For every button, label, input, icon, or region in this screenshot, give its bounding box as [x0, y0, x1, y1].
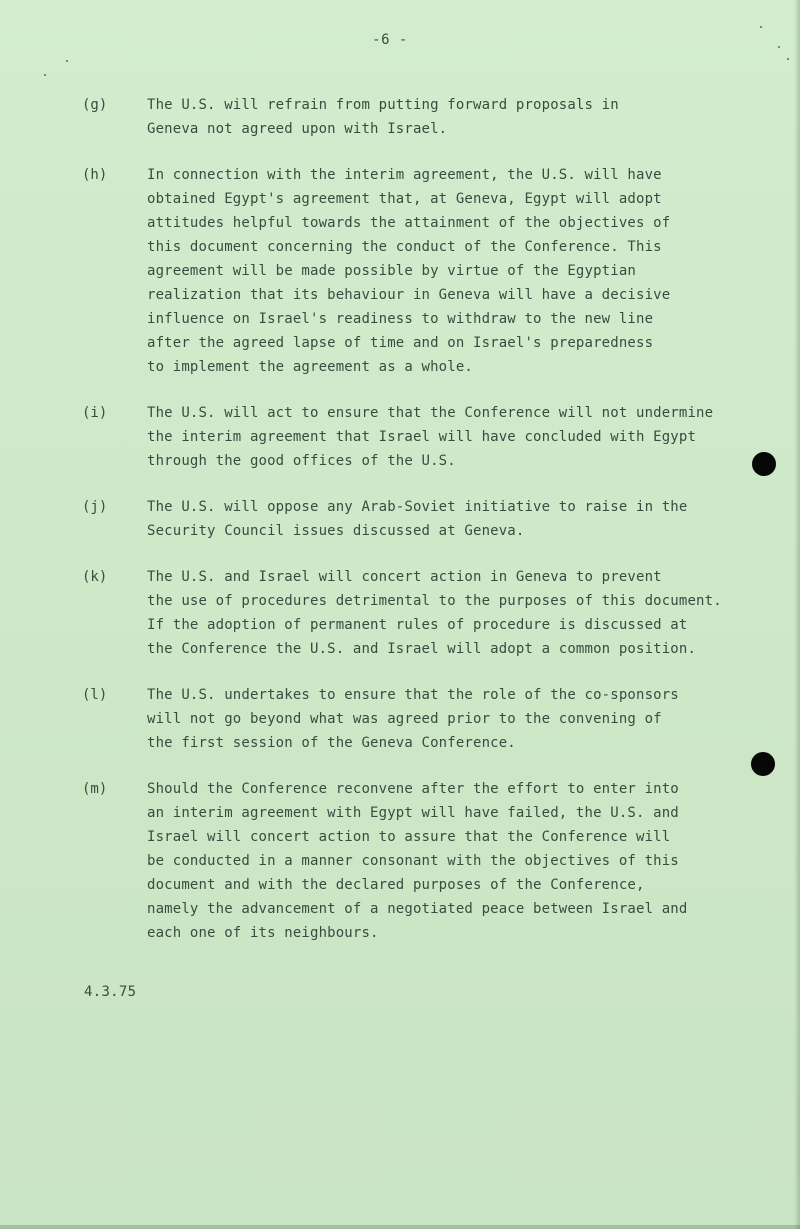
clause-item	[82, 565, 722, 661]
clause-line: The U.S. undertakes to ensure that the role of the co-sponsors	[147, 687, 679, 703]
clause-label: (i)	[82, 405, 108, 421]
clause-text	[147, 495, 722, 543]
clause-line: the use of procedures detrimental to the purposes of this document.	[147, 593, 722, 609]
clause-item	[82, 683, 722, 755]
clause-label: (j)	[82, 499, 108, 515]
paper-bottom-edge	[0, 1225, 800, 1229]
clause-line: Geneva not agreed upon with Israel.	[147, 121, 448, 137]
clause-item	[82, 777, 722, 945]
clause-label: (h)	[82, 167, 108, 183]
clause-item	[82, 93, 722, 141]
clause-line: each one of its neighbours.	[147, 925, 379, 941]
clause-line: The U.S. will act to ensure that the Conference will not undermine	[147, 405, 714, 421]
clause-text	[147, 163, 722, 379]
punch-hole	[751, 752, 775, 776]
clause-line: this document concerning the conduct of the Conference. This	[147, 239, 662, 255]
clause-line: The U.S. and Israel will concert action in Geneva to prevent	[147, 569, 662, 585]
clause-line: will not go beyond what was agreed prior to the convening of	[147, 711, 662, 727]
paper-edge-shadow	[794, 0, 800, 1229]
clause-line: obtained Egypt's agreement that, at Geneva, Egypt will adopt	[147, 191, 662, 207]
clause-line: Security Council issues discussed at Geneva.	[147, 523, 525, 539]
clause-line: Should the Conference reconvene after the effort to enter into	[147, 781, 679, 797]
clause-line: the first session of the Geneva Conference.	[147, 735, 516, 751]
clause-line: to implement the agreement as a whole.	[147, 359, 473, 375]
paper-speck	[44, 74, 46, 76]
clause-line: an interim agreement with Egypt will have failed, the U.S. and	[147, 805, 679, 821]
clause-line: If the adoption of permanent rules of procedure is discussed at	[147, 617, 688, 633]
clause-line: through the good offices of the U.S.	[147, 453, 456, 469]
clause-line: influence on Israel's readiness to withdraw to the new line	[147, 311, 654, 327]
clause-line: the interim agreement that Israel will have concluded with Egypt	[147, 429, 697, 445]
clause-line: realization that its behaviour in Geneva will have a decisive	[147, 287, 671, 303]
paper-speck	[787, 58, 789, 60]
clause-label: (g)	[82, 97, 108, 113]
paper-speck	[760, 26, 762, 28]
clause-line: document and with the declared purposes of the Conference,	[147, 877, 645, 893]
page-number: -6 -	[372, 32, 408, 48]
clause-label: (l)	[82, 687, 108, 703]
document-date: 4.3.75	[84, 984, 137, 1000]
punch-hole	[752, 452, 776, 476]
clause-label: (k)	[82, 569, 108, 585]
clause-line: The U.S. will oppose any Arab-Soviet initiative to raise in the	[147, 499, 688, 515]
clause-item	[82, 163, 722, 379]
clause-line: after the agreed lapse of time and on Israel's preparedness	[147, 335, 654, 351]
clause-line: Israel will concert action to assure that the Conference will	[147, 829, 671, 845]
clause-text	[147, 565, 722, 661]
clause-line: namely the advancement of a negotiated peace between Israel and	[147, 901, 688, 917]
clause-line: the Conference the U.S. and Israel will adopt a common position.	[147, 641, 697, 657]
clause-text	[147, 401, 722, 473]
clause-item	[82, 495, 722, 543]
clause-line: agreement will be made possible by virtue of the Egyptian	[147, 263, 636, 279]
clause-list	[82, 93, 722, 967]
clause-text	[147, 683, 722, 755]
clause-text	[147, 93, 722, 141]
clause-text	[147, 777, 722, 945]
clause-line: The U.S. will refrain from putting forward proposals in	[147, 97, 619, 113]
clause-line: In connection with the interim agreement, the U.S. will have	[147, 167, 662, 183]
paper-speck	[66, 60, 68, 62]
clause-label: (m)	[82, 781, 108, 797]
clause-item	[82, 401, 722, 473]
clause-line: be conducted in a manner consonant with the objectives of this	[147, 853, 679, 869]
clause-line: attitudes helpful towards the attainment of the objectives of	[147, 215, 671, 231]
